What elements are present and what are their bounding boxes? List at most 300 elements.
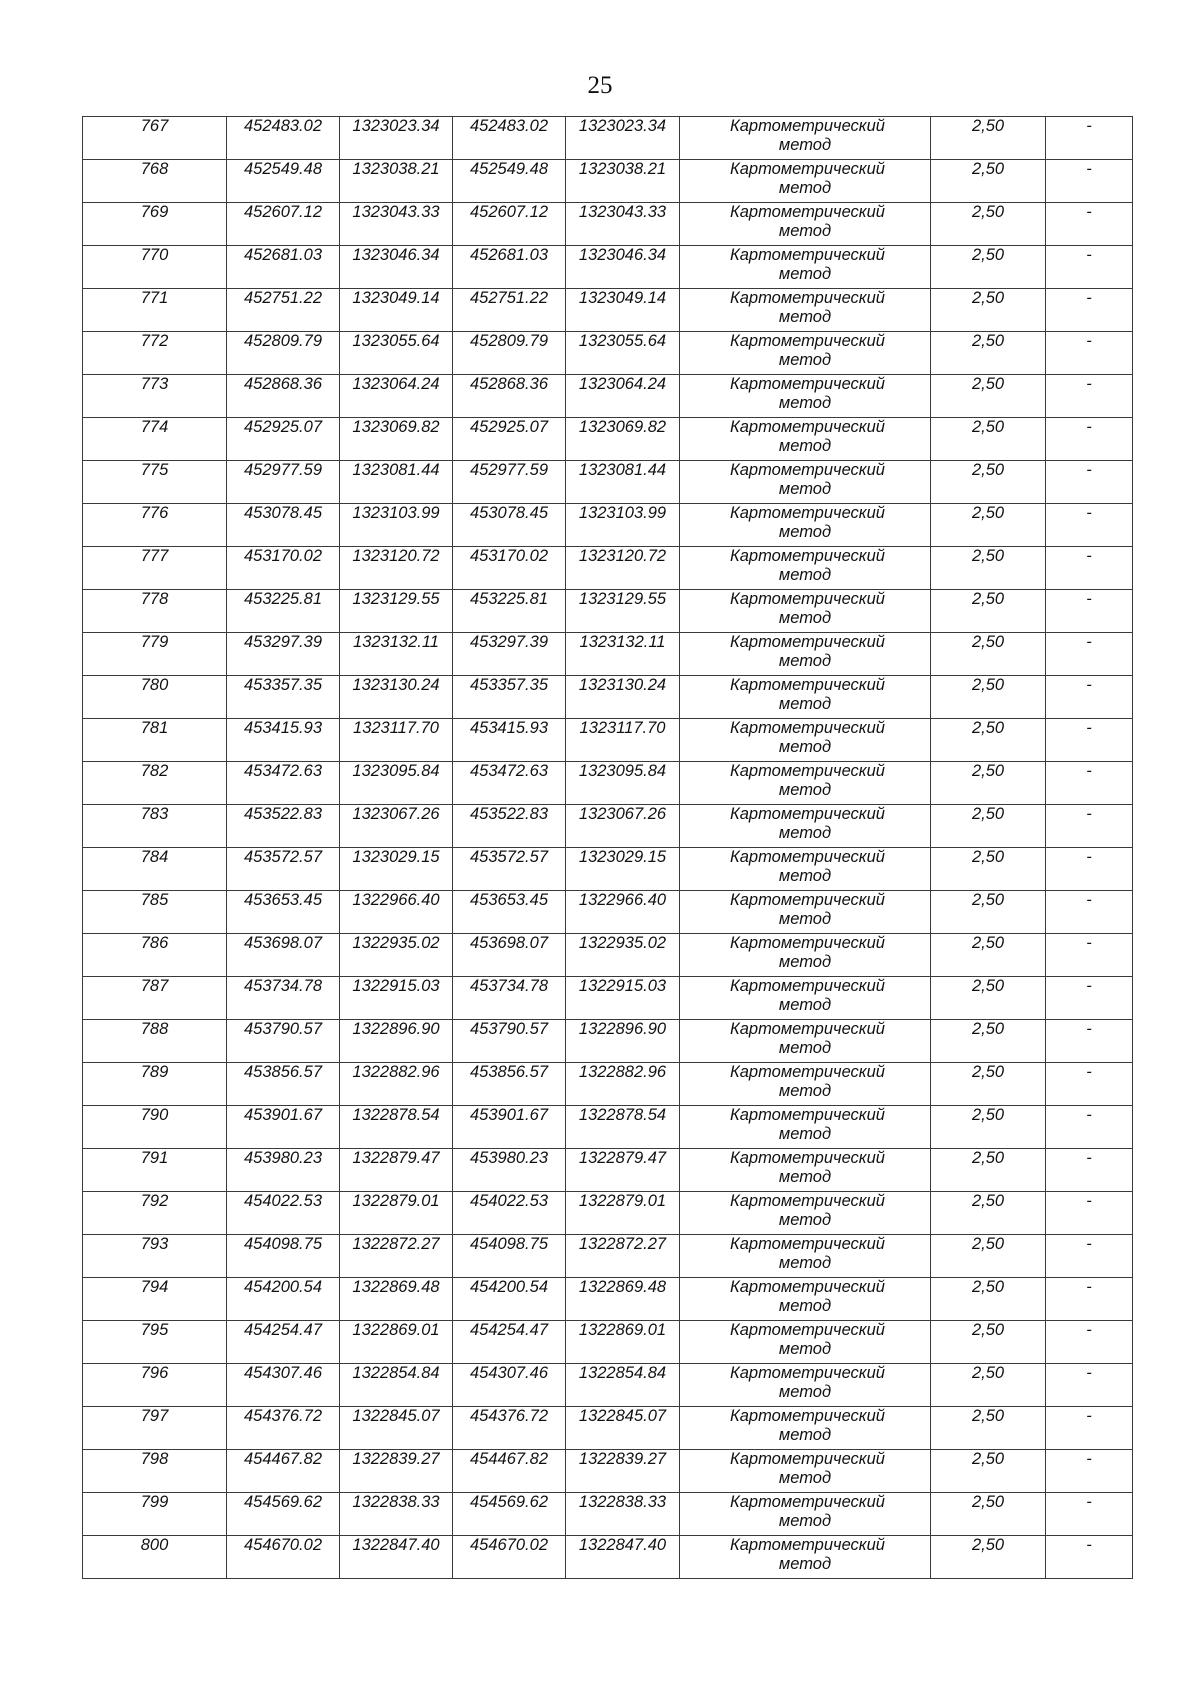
y2-coordinate-cell [566,418,680,461]
y-coordinate-cell [340,762,453,805]
description-cell: - [1046,1321,1133,1364]
accuracy-cell: 2,50 [931,1235,1046,1278]
method-cell [680,1020,931,1063]
y2-coordinate-cell [566,332,680,375]
description-cell: - [1046,1192,1133,1235]
y-coordinate-cell [340,934,453,977]
y-coordinate-cell-text: 1323095.84 [352,762,440,780]
x2-coordinate-cell: 453901.67 [453,1106,566,1149]
point-number-cell: 770 [83,246,227,289]
y-coordinate-cell-text: 1322869.01 [352,1321,440,1339]
x-coordinate-cell: 452681.03 [227,246,340,289]
accuracy-cell: 2,50 [931,676,1046,719]
description-cell: - [1046,1063,1133,1106]
description-cell: - [1046,1278,1133,1321]
accuracy-cell: 2,50 [931,1493,1046,1536]
y2-coordinate-cell-text: 1322966.40 [578,891,667,909]
table-row [83,762,1133,805]
y-coordinate-cell [340,977,453,1020]
point-number-cell: 786 [83,934,227,977]
description-cell: - [1046,1450,1133,1493]
y-coordinate-cell [340,1192,453,1235]
coordinates-table [82,116,1133,1579]
x-coordinate-cell: 453170.02 [227,547,340,590]
method-cell-text: Картометрический метод [730,461,885,498]
y-coordinate-cell-text: 1323103.99 [352,504,440,522]
x2-coordinate-cell: 452549.48 [453,160,566,203]
point-number-cell: 778 [83,590,227,633]
y2-coordinate-cell-text: 1323117.70 [579,719,666,737]
accuracy-cell: 2,50 [931,1278,1046,1321]
y2-coordinate-cell-text: 1323043.33 [578,203,667,221]
y-coordinate-cell [340,1020,453,1063]
y2-coordinate-cell-text: 1323055.64 [578,332,667,350]
table-row [83,1536,1133,1579]
method-cell [680,676,931,719]
accuracy-cell: 2,50 [931,848,1046,891]
method-cell-text: Картометрический метод [730,1364,885,1401]
point-number-cell: 767 [83,117,227,160]
y-coordinate-cell-text: 1322966.40 [352,891,440,909]
x2-coordinate-cell: 454670.02 [453,1536,566,1579]
y2-coordinate-cell [566,246,680,289]
y2-coordinate-cell [566,762,680,805]
y2-coordinate-cell [566,1020,680,1063]
accuracy-cell: 2,50 [931,1192,1046,1235]
y-coordinate-cell [340,289,453,332]
description-cell: - [1046,977,1133,1020]
x-coordinate-cell: 454254.47 [227,1321,340,1364]
x-coordinate-cell: 453225.81 [227,590,340,633]
method-cell-text: Картометрический метод [730,891,885,928]
method-cell [680,1149,931,1192]
table-row [83,1493,1133,1536]
y-coordinate-cell-text: 1323120.72 [352,547,440,565]
x2-coordinate-cell: 452483.02 [453,117,566,160]
y2-coordinate-cell [566,1278,680,1321]
table-row [83,848,1133,891]
point-number-cell: 780 [83,676,227,719]
method-cell-text: Картометрический метод [730,1020,885,1057]
y-coordinate-cell-text: 1322872.27 [352,1235,440,1253]
point-number-cell: 779 [83,633,227,676]
accuracy-cell: 2,50 [931,719,1046,762]
table-row [83,977,1133,1020]
y-coordinate-cell-text: 1323081.44 [352,461,440,479]
table-row [83,1106,1133,1149]
y2-coordinate-cell-text: 1322896.90 [578,1020,667,1038]
method-cell-text: Картометрический метод [730,848,885,885]
description-cell: - [1046,805,1133,848]
method-cell-text: Картометрический метод [730,977,885,1014]
point-number-cell: 771 [83,289,227,332]
x2-coordinate-cell: 453297.39 [453,633,566,676]
x2-coordinate-cell: 454200.54 [453,1278,566,1321]
x2-coordinate-cell: 453078.45 [453,504,566,547]
y2-coordinate-cell-text: 1323129.55 [578,590,667,608]
method-cell [680,1278,931,1321]
description-cell: - [1046,375,1133,418]
method-cell-text: Картометрический метод [730,1278,885,1315]
y-coordinate-cell-text: 1322896.90 [352,1020,440,1038]
method-cell [680,1235,931,1278]
y-coordinate-cell [340,1106,453,1149]
accuracy-cell: 2,50 [931,160,1046,203]
method-cell-text: Картометрический метод [730,1407,885,1444]
y-coordinate-cell [340,1321,453,1364]
y-coordinate-cell [340,1063,453,1106]
description-cell: - [1046,418,1133,461]
method-cell-text: Картометрический метод [730,332,885,369]
point-number-cell: 775 [83,461,227,504]
description-cell: - [1046,633,1133,676]
point-number-cell: 788 [83,1020,227,1063]
x2-coordinate-cell: 453357.35 [453,676,566,719]
y-coordinate-cell [340,805,453,848]
description-cell: - [1046,762,1133,805]
accuracy-cell: 2,50 [931,633,1046,676]
y-coordinate-cell [340,1493,453,1536]
description-cell: - [1046,461,1133,504]
x2-coordinate-cell: 452607.12 [453,203,566,246]
y2-coordinate-cell [566,590,680,633]
description-cell: - [1046,1020,1133,1063]
accuracy-cell: 2,50 [931,1063,1046,1106]
point-number-cell: 776 [83,504,227,547]
y2-coordinate-cell-text: 1323038.21 [578,160,667,178]
y-coordinate-cell [340,1235,453,1278]
point-number-cell: 783 [83,805,227,848]
y-coordinate-cell-text: 1323055.64 [352,332,440,350]
description-cell: - [1046,934,1133,977]
x2-coordinate-cell: 452977.59 [453,461,566,504]
y-coordinate-cell-text: 1323069.82 [352,418,440,436]
y2-coordinate-cell [566,1149,680,1192]
y2-coordinate-cell-text: 1322872.27 [578,1235,667,1253]
accuracy-cell: 2,50 [931,934,1046,977]
method-cell [680,1536,931,1579]
method-cell-text: Картометрический метод [730,1063,885,1100]
x-coordinate-cell: 453572.57 [227,848,340,891]
accuracy-cell: 2,50 [931,891,1046,934]
method-cell-text: Картометрический метод [730,547,885,584]
x-coordinate-cell: 453980.23 [227,1149,340,1192]
y-coordinate-cell-text: 1323046.34 [352,246,440,264]
y-coordinate-cell-text: 1322847.40 [352,1536,440,1554]
point-number-cell: 782 [83,762,227,805]
y-coordinate-cell [340,1149,453,1192]
accuracy-cell: 2,50 [931,1106,1046,1149]
point-number-cell: 769 [83,203,227,246]
method-cell [680,1192,931,1235]
x2-coordinate-cell: 452925.07 [453,418,566,461]
point-number-cell: 792 [83,1192,227,1235]
table-row [83,590,1133,633]
point-number-cell: 799 [83,1493,227,1536]
y-coordinate-cell-text: 1323043.33 [352,203,440,221]
accuracy-cell: 2,50 [931,1450,1046,1493]
description-cell: - [1046,1536,1133,1579]
x-coordinate-cell: 453472.63 [227,762,340,805]
y2-coordinate-cell-text: 1322847.40 [578,1536,667,1554]
y-coordinate-cell-text: 1322915.03 [352,977,440,995]
x2-coordinate-cell: 453415.93 [453,719,566,762]
y-coordinate-cell [340,461,453,504]
method-cell [680,160,931,203]
x2-coordinate-cell: 452868.36 [453,375,566,418]
description-cell: - [1046,891,1133,934]
method-cell-text: Картометрический метод [730,719,885,756]
x2-coordinate-cell: 453653.45 [453,891,566,934]
point-number-cell: 777 [83,547,227,590]
y2-coordinate-cell-text: 1323081.44 [578,461,667,479]
method-cell [680,1321,931,1364]
table-row [83,332,1133,375]
y2-coordinate-cell-text: 1322879.01 [578,1192,667,1210]
method-cell-text: Картометрический метод [730,934,885,971]
y-coordinate-cell-text: 1323064.24 [352,375,440,393]
table-row [83,418,1133,461]
point-number-cell: 781 [83,719,227,762]
point-number-cell: 768 [83,160,227,203]
description-cell: - [1046,332,1133,375]
y-coordinate-cell-text: 1323129.55 [352,590,440,608]
x2-coordinate-cell: 454467.82 [453,1450,566,1493]
accuracy-cell: 2,50 [931,1149,1046,1192]
accuracy-cell: 2,50 [931,117,1046,160]
description-cell: - [1046,117,1133,160]
y-coordinate-cell [340,633,453,676]
method-cell-text: Картометрический метод [730,1235,885,1272]
accuracy-cell: 2,50 [931,805,1046,848]
y2-coordinate-cell-text: 1323023.34 [578,117,667,135]
table-row [83,375,1133,418]
method-cell [680,418,931,461]
table-row [83,676,1133,719]
y2-coordinate-cell [566,1364,680,1407]
y-coordinate-cell [340,1278,453,1321]
x-coordinate-cell: 453415.93 [227,719,340,762]
x2-coordinate-cell: 452809.79 [453,332,566,375]
point-number-cell: 793 [83,1235,227,1278]
y2-coordinate-cell [566,1493,680,1536]
accuracy-cell: 2,50 [931,375,1046,418]
table-row [83,1364,1133,1407]
y2-coordinate-cell-text: 1323046.34 [578,246,667,264]
y-coordinate-cell [340,1364,453,1407]
method-cell-text: Картометрический метод [730,1106,885,1143]
table-row [83,805,1133,848]
method-cell [680,1106,931,1149]
x-coordinate-cell: 453653.45 [227,891,340,934]
x-coordinate-cell: 453357.35 [227,676,340,719]
accuracy-cell: 2,50 [931,1364,1046,1407]
y-coordinate-cell [340,1536,453,1579]
y2-coordinate-cell [566,160,680,203]
method-cell-text: Картометрический метод [730,504,885,541]
method-cell [680,461,931,504]
method-cell [680,375,931,418]
y-coordinate-cell [340,117,453,160]
table-row [83,461,1133,504]
accuracy-cell: 2,50 [931,1020,1046,1063]
method-cell [680,1364,931,1407]
x-coordinate-cell: 452925.07 [227,418,340,461]
y2-coordinate-cell-text: 1322838.33 [578,1493,667,1511]
accuracy-cell: 2,50 [931,977,1046,1020]
point-number-cell: 790 [83,1106,227,1149]
method-cell [680,590,931,633]
method-cell-text: Картометрический метод [730,289,885,326]
y2-coordinate-cell [566,1321,680,1364]
y2-coordinate-cell [566,977,680,1020]
y2-coordinate-cell-text: 1322839.27 [578,1450,667,1468]
point-number-cell: 772 [83,332,227,375]
y2-coordinate-cell [566,1063,680,1106]
method-cell-text: Картометрический метод [730,805,885,842]
description-cell: - [1046,1493,1133,1536]
y2-coordinate-cell-text: 1322915.03 [578,977,667,995]
description-cell: - [1046,1106,1133,1149]
table-row [83,289,1133,332]
y-coordinate-cell [340,332,453,375]
y2-coordinate-cell-text: 1322879.47 [578,1149,667,1167]
table-row [83,719,1133,762]
y-coordinate-cell-text: 1322879.47 [352,1149,440,1167]
method-cell [680,547,931,590]
x-coordinate-cell: 453734.78 [227,977,340,1020]
method-cell-text: Картометрический метод [730,160,885,197]
x-coordinate-cell: 453698.07 [227,934,340,977]
method-cell-text: Картометрический метод [730,375,885,412]
x2-coordinate-cell: 454098.75 [453,1235,566,1278]
y-coordinate-cell-text: 1322879.01 [352,1192,440,1210]
method-cell-text: Картометрический метод [730,590,885,627]
y2-coordinate-cell [566,1536,680,1579]
point-number-cell: 784 [83,848,227,891]
y-coordinate-cell-text: 1322839.27 [352,1450,440,1468]
description-cell: - [1046,160,1133,203]
point-number-cell: 797 [83,1407,227,1450]
method-cell [680,332,931,375]
y2-coordinate-cell-text: 1322869.01 [578,1321,667,1339]
method-cell [680,504,931,547]
x2-coordinate-cell: 453734.78 [453,977,566,1020]
point-number-cell: 791 [83,1149,227,1192]
description-cell: - [1046,246,1133,289]
accuracy-cell: 2,50 [931,289,1046,332]
table-row [83,547,1133,590]
y2-coordinate-cell-text: 1322854.84 [578,1364,667,1382]
method-cell [680,1450,931,1493]
y-coordinate-cell [340,676,453,719]
point-number-cell: 774 [83,418,227,461]
x2-coordinate-cell: 453698.07 [453,934,566,977]
y2-coordinate-cell [566,1235,680,1278]
point-number-cell: 787 [83,977,227,1020]
method-cell [680,934,931,977]
x-coordinate-cell: 454670.02 [227,1536,340,1579]
y2-coordinate-cell-text: 1322935.02 [578,934,667,952]
table-row [83,1407,1133,1450]
method-cell [680,762,931,805]
accuracy-cell: 2,50 [931,246,1046,289]
y-coordinate-cell-text: 1323038.21 [352,160,440,178]
point-number-cell: 785 [83,891,227,934]
x2-coordinate-cell: 453980.23 [453,1149,566,1192]
y-coordinate-cell-text: 1323132.11 [353,633,439,651]
y-coordinate-cell [340,891,453,934]
method-cell-text: Картометрический метод [730,1450,885,1487]
point-number-cell: 795 [83,1321,227,1364]
x2-coordinate-cell: 453856.57 [453,1063,566,1106]
table-row [83,160,1133,203]
y-coordinate-cell-text: 1322854.84 [352,1364,440,1382]
description-cell: - [1046,1407,1133,1450]
y2-coordinate-cell [566,1192,680,1235]
method-cell-text: Картометрический метод [730,762,885,799]
x-coordinate-cell: 453078.45 [227,504,340,547]
accuracy-cell: 2,50 [931,203,1046,246]
table-row [83,504,1133,547]
accuracy-cell: 2,50 [931,332,1046,375]
x-coordinate-cell: 454467.82 [227,1450,340,1493]
y-coordinate-cell-text: 1323067.26 [352,805,440,823]
description-cell: - [1046,547,1133,590]
method-cell [680,719,931,762]
y2-coordinate-cell [566,375,680,418]
method-cell-text: Картометрический метод [730,203,885,240]
y2-coordinate-cell-text: 1323120.72 [578,547,667,565]
accuracy-cell: 2,50 [931,590,1046,633]
method-cell [680,1493,931,1536]
method-cell-text: Картометрический метод [730,117,885,154]
table-row [83,1192,1133,1235]
y-coordinate-cell [340,418,453,461]
y2-coordinate-cell-text: 1323103.99 [578,504,667,522]
method-cell [680,633,931,676]
x-coordinate-cell: 453297.39 [227,633,340,676]
y-coordinate-cell-text: 1323029.15 [352,848,440,866]
description-cell: - [1046,203,1133,246]
description-cell: - [1046,848,1133,891]
y2-coordinate-cell [566,719,680,762]
y-coordinate-cell-text: 1322845.07 [352,1407,440,1425]
description-cell: - [1046,1364,1133,1407]
description-cell: - [1046,590,1133,633]
method-cell-text: Картометрический метод [730,1192,885,1229]
y-coordinate-cell [340,547,453,590]
y-coordinate-cell [340,203,453,246]
x-coordinate-cell: 452809.79 [227,332,340,375]
x2-coordinate-cell: 452751.22 [453,289,566,332]
y2-coordinate-cell-text: 1323132.11 [579,633,666,651]
y-coordinate-cell [340,160,453,203]
x-coordinate-cell: 454200.54 [227,1278,340,1321]
y-coordinate-cell [340,719,453,762]
x2-coordinate-cell: 454307.46 [453,1364,566,1407]
y-coordinate-cell [340,848,453,891]
table-row [83,934,1133,977]
method-cell-text: Картометрический метод [730,633,885,670]
x-coordinate-cell: 452549.48 [227,160,340,203]
page-number: 25 [587,72,613,99]
method-cell [680,1407,931,1450]
accuracy-cell: 2,50 [931,547,1046,590]
y2-coordinate-cell [566,504,680,547]
table-row [83,1020,1133,1063]
method-cell [680,1063,931,1106]
